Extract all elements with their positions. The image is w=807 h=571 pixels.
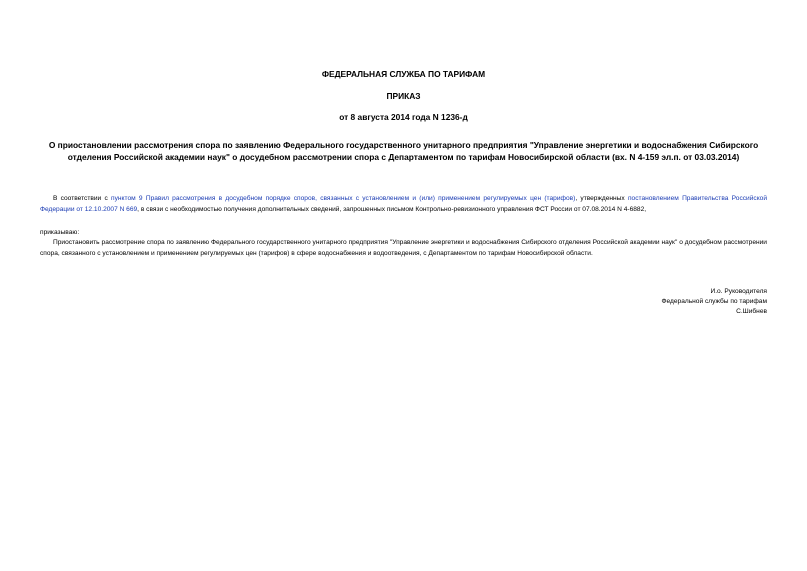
- date-number-heading: от 8 августа 2014 года N 1236-д: [339, 112, 468, 122]
- rules-clause-link[interactable]: пунктом 9 Правил рассмотрения в досудебном порядке споров, связанных с установлением и (или) применением регулируемых цен (тарифов): [111, 195, 576, 202]
- document-page: [40, 0, 767, 571]
- paragraph-basis-mid: , утвержденных: [575, 195, 628, 202]
- agency-heading: ФЕДЕРАЛЬНАЯ СЛУЖБА ПО ТАРИФАМ: [321, 69, 486, 79]
- document-type-heading: ПРИКАЗ: [386, 91, 421, 101]
- paragraph-basis-end: , в связи с необходимостью получения дополнительных сведений, запрошенных письмом Контрольно-ревизионного управления ФСТ России от 07.08.2014 N 4-6882,: [137, 206, 647, 213]
- paragraph-basis-start: В соответствии с: [53, 195, 112, 202]
- paragraph-basis: [40, 193, 767, 215]
- government-decree-link[interactable]: постановлением Правительства Российской Федерации от 12.10.2007 N 669: [40, 195, 768, 213]
- document-title: О приостановлении рассмотрения спора по заявлению Федерального государственного унитарного предприятия "Управление энергетики и водоснабжения Сибирского отделения Российской академии наук" о досудебном рассмотрении спора с Департаментом по тарифам Новосибирской области (вх. N 4-159 эл.п. от 03.03.2014): [48, 140, 759, 162]
- signatory-organization: Федеральной службы по тарифам: [661, 298, 767, 305]
- paragraph-order-word: приказываю:: [40, 229, 80, 236]
- signatory-position: И.о. Руководителя: [710, 288, 767, 295]
- signatory-name: С.Шибнев: [736, 308, 767, 315]
- paragraph-decision: Приостановить рассмотрение спора по заявлению Федерального государственного унитарного предприятия "Управление энергетики и водоснабжения Сибирского отделения Российской академии наук" о досудебном рассмотрении спора, связанного с установлением и применением регулируемых цен (тарифов) в сфере водоснабжения и водоотведения, с Департаментом по тарифам Новосибирской области.: [40, 239, 767, 257]
